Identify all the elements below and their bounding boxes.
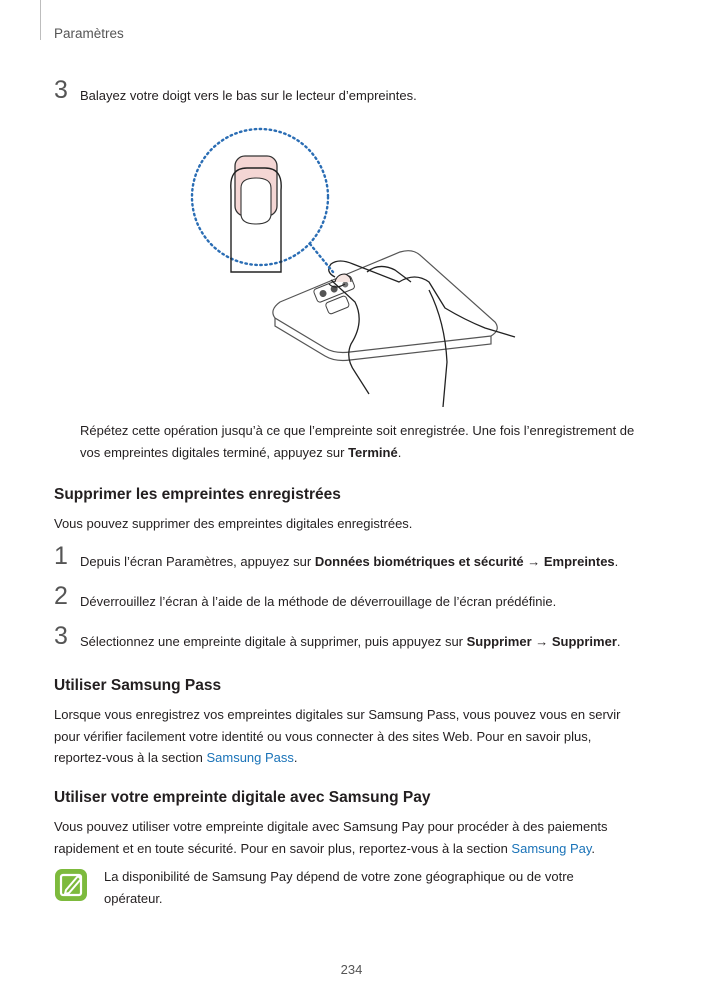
repeat-line-2: vos empreintes digitales terminé, appuyez sur Terminé.: [80, 444, 402, 460]
heading-samsung-pay: Utiliser votre empreinte digitale avec Samsung Pay: [54, 789, 431, 806]
page-number: 234: [340, 962, 363, 977]
heading-delete-fingerprints: Supprimer les empreintes enregistrées: [54, 486, 341, 503]
done-label: Terminé: [348, 444, 398, 460]
samsung-pay-paragraph: Vous pouvez utiliser votre empreinte digitale avec Samsung Pay pour procéder à des paiements rapidement et en toute sécurité. Pour en savoir plus, reportez-vous à la section Samsung Pay.: [54, 819, 608, 856]
fingerprint-swipe-illustration: [185, 122, 525, 407]
step-number: 1: [54, 542, 68, 570]
step-text: Déverrouillez l’écran à l’aide de la méthode de déverrouillage de l’écran prédéfinie.: [80, 594, 557, 609]
running-header: Paramètres: [54, 26, 124, 41]
page-edge-line: [40, 0, 41, 40]
step-number: 2: [54, 582, 68, 610]
delete-intro: Vous pouvez supprimer des empreintes digitales enregistrées.: [54, 516, 413, 531]
step-text: Balayez votre doigt vers le bas sur le lecteur d’empreintes.: [80, 88, 417, 103]
step-number: 3: [54, 622, 68, 650]
samsung-pay-link[interactable]: Samsung Pay: [511, 840, 592, 856]
repeat-instruction: [80, 420, 634, 463]
note-text: La disponibilité de Samsung Pay dépend de votre zone géographique ou de votre opérateur.: [104, 869, 574, 906]
repeat-line-1: Répétez cette opération jusqu’à ce que l’empreinte soit enregistrée. Une fois l’enregistrement de: [80, 423, 635, 438]
magnified-finger: [231, 156, 281, 272]
samsung-pass-link[interactable]: Samsung Pass: [206, 750, 294, 765]
heading-samsung-pass: Utiliser Samsung Pass: [54, 677, 222, 694]
step-text: Sélectionnez une empreinte digitale à supprimer, puis appuyez sur Supprimer → Supprimer.: [80, 634, 621, 649]
note-icon: [54, 868, 88, 902]
step-text: Depuis l’écran Paramètres, appuyez sur Données biométriques et sécurité → Empreintes.: [80, 554, 619, 569]
samsung-pass-paragraph: Lorsque vous enregistrez vos empreintes digitales sur Samsung Pass, vous pouvez vous en servir pour vérifier facilement votre identité ou vous connecter à des sites Web. Pour en savoir plus, reportez-vous à la section Samsung Pass.: [54, 707, 621, 765]
step-number: 3: [54, 76, 68, 104]
